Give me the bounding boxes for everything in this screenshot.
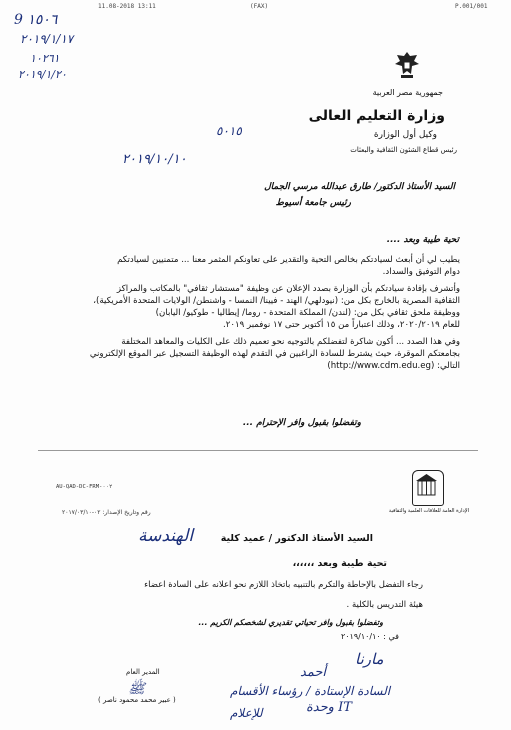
fax-page-number: P.001/001 xyxy=(455,3,488,10)
signer-name: ( عبير محمد محمود ناصر ) xyxy=(98,696,176,704)
letter-body xyxy=(28,254,460,372)
handwritten-note: للإعلام xyxy=(230,706,263,720)
handwritten-number: 9 ١٥٠٦ xyxy=(14,12,58,28)
letter2-closing: وتفضلوا بقبول وافر تحياتي تقديري لشخصكم الكريم ... xyxy=(198,618,383,627)
eagle-emblem-icon xyxy=(393,50,421,80)
letter-paragraph: ووظيفة ملحق ثقافي بكل من: (لندن/ المملكة المتحدة - روما/ إيطاليا - طوكيو/ اليابان) xyxy=(155,308,460,318)
handwritten-number: ١٠٢٦١ xyxy=(30,52,60,65)
issue-number: رقم وتاريخ الإصدار: ٠٢-٢٠١٧/٠٣/١٠ xyxy=(62,509,151,516)
handwritten-note: أحمد xyxy=(300,665,326,680)
letter-paragraph: وأتشرف بإفادة سيادتكم بأن الوزارة بصدد الإعلان عن وظيفة "مستشار ثقافي" بالمكاتب والمراكز xyxy=(116,284,460,294)
handwritten-signature: ﷺ xyxy=(128,681,145,697)
letter2-recipient: السيد الأستاذ الدكتور / عميد كلية xyxy=(220,533,373,544)
handwritten-note: مارنا xyxy=(355,650,384,668)
handwritten-date: ٢٠١٩/١٠/١٠ xyxy=(122,152,187,167)
fax-label: (FAX) xyxy=(250,3,269,10)
letter2-date: في : ٢٠١٩/١٠/١٠ xyxy=(340,632,399,641)
letter2-greeting: تحية طيبة وبعد ،،،،،، xyxy=(292,558,387,569)
handwritten-note: وحدة IT xyxy=(306,700,352,715)
handwritten-note: السادة الإستادة / رؤساء الأقسام xyxy=(230,684,391,698)
letter2-paragraph: رجاء التفضل بالإحاطة والتكرم بالتنبيه باتخاذ اللازم نحو اعلانه على السادة اعضاء xyxy=(144,580,423,590)
university-seal-icon xyxy=(412,470,444,506)
ministry-sector: رئيس قطاع الشئون الثقافية والبعثات xyxy=(350,146,457,154)
letter2-paragraph: هيئة التدريس بالكلية . xyxy=(346,600,423,610)
admin-name: الإدارة العامة للعلاقات العلمية والثقافية xyxy=(388,508,469,514)
letter-paragraph: وفي هذا الصدد ... أكون شاكرة لتفضلكم بالتوجيه نحو تعميم ذلك على الكليات والمعاهد المختلفة xyxy=(121,337,460,347)
ministry-deputy: وكيل أول الوزارة xyxy=(373,130,437,140)
letter-closing: وتفضلوا بقبول وافر الإحترام ... xyxy=(242,418,361,428)
fax-timestamp: 11.08-2018 13:11 xyxy=(98,3,156,10)
letter-paragraph: بجامعتكم الموقرة، حيث يشترط للسادة الراغبين في التقدم لهذه الوظيفة التسجيل عبر الموقع الإلكتروني xyxy=(89,349,460,359)
ministry-country: جمهورية مصر العربية xyxy=(372,88,443,97)
ministry-name: وزارة التعليم العالى xyxy=(308,108,445,124)
letter-paragraph: للعام ٢٠٢٠/٢٠١٩، وذلك اعتباراً من ١٥ أكتوبر حتى ١٧ نوفمبر ٢٠١٩. xyxy=(223,320,460,330)
signer-title: المدير العام xyxy=(126,668,160,676)
form-code: AU-QAD-DC-FRM-٠٠٢ xyxy=(56,484,113,490)
handwritten-faculty: الهندسة xyxy=(138,526,194,546)
letter-recipient: السيد الأستاذ الدكتور/ طارق عبدالله مرسي الجمال xyxy=(264,182,455,192)
letter-recipient-title: رئيس جامعة أسيوط xyxy=(275,198,351,208)
handwritten-date: ٢٠١٩/١/١٧ xyxy=(20,32,74,46)
letter-greeting: تحية طيبة وبعد .... xyxy=(386,235,459,245)
section-divider xyxy=(38,450,478,451)
letter-paragraph: الثقافية المصرية بالخارج بكل من: (نيودلهي/ الهند - فيينا/ النمسا - واشنطن/ الولايات المتحدة الأمريكية)، xyxy=(93,296,460,306)
letter-paragraph: التالي: (http://www.cdm.edu.eg) xyxy=(327,361,460,371)
letter-paragraph: يطيب لي أن أبعث لسيادتكم بخالص التحية والتقدير على تعاونكم المثمر معنا ... متمنيين لسيادتكم xyxy=(117,255,460,265)
handwritten-number: ٥٠١٥ xyxy=(216,124,242,138)
handwritten-date: ٢٠١٩/١/٢٠ xyxy=(18,68,67,81)
letter-paragraph: دوام التوفيق والسداد. xyxy=(382,267,460,277)
